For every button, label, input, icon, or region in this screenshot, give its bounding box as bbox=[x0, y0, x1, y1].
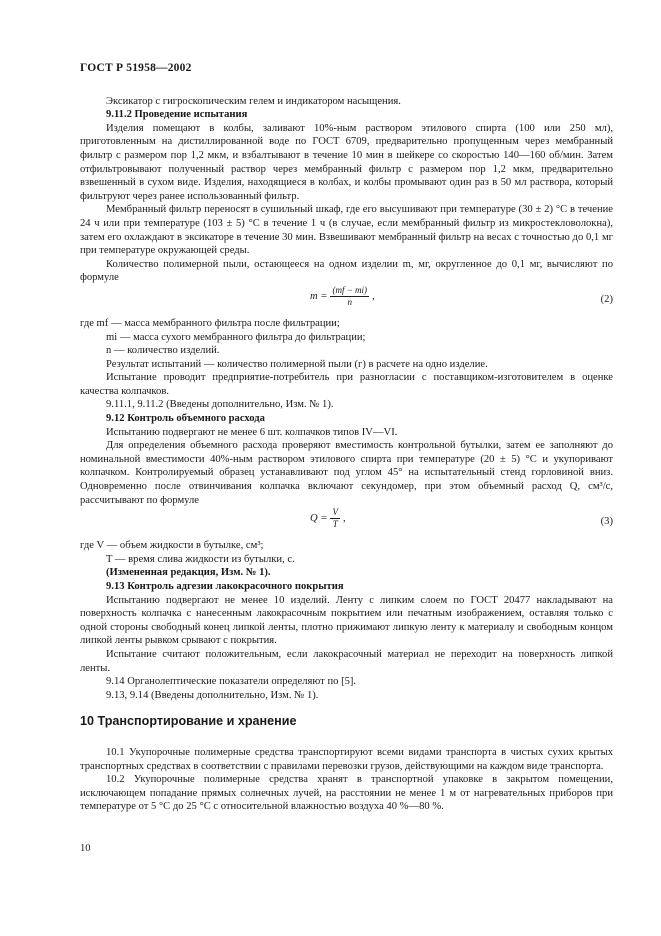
text-section-1 bbox=[80, 95, 613, 285]
paragraph-v3: (Измененная редакция, Изм. № 1). bbox=[106, 567, 271, 579]
paragraph-c2: Испытание проводит предприятие-потребитель при разногласии с поставщиком-изготовителем в оценке качества колпачков. bbox=[80, 372, 613, 397]
page-number: 10 bbox=[80, 843, 91, 854]
text-section-2 bbox=[80, 358, 613, 508]
formula-2-lhs: m = bbox=[310, 290, 328, 302]
document-header: ГОСТ Р 51958—2002 bbox=[80, 62, 192, 74]
formula-2-expression bbox=[310, 285, 375, 308]
paragraph-c4: 9.12 Контроль объемного расхода bbox=[106, 413, 265, 425]
text-section-3 bbox=[80, 539, 613, 702]
paragraph-c5: Испытанию подвергают не менее 6 шт. колпачков типов IV—VI. bbox=[106, 426, 398, 438]
paragraph-c6: Для определения объемного расхода проверяют вместимость контрольной бутылки, затем ее заполняют до номинальной вместимости 40%-ным раствором этилового спирта при температуре (20 ± 5) °С и укупоривают колпачком. Контролируемый образец устанавливают под углом 45° на испытательный стенд горловиной вниз. Одновременно после отвинчивания колпачка включают секундомер, при этом объемный расход Q, см³/с, рассчитывают по формуле bbox=[80, 440, 613, 506]
paragraph-w2: mi — масса сухого мембранного фильтра до фильтрации; bbox=[106, 331, 366, 343]
section-title: 10 Транспортирование и хранение bbox=[80, 714, 297, 729]
paragraph-v2: T — время слива жидкости из бутылки, с. bbox=[106, 553, 295, 565]
formula-3-numerator: V bbox=[332, 507, 338, 518]
formula-2 bbox=[80, 285, 613, 317]
paragraph-s2: 10.2 Укупорочные полимерные средства хранят в транспортной упаковке в закрытом помещении, исключающем попадание прямых солнечных лучей, на расстоянии не менее 1 м от нагревательных приборов при температуре от 5 °С до 25 °С с относительной влажностью воздуха 40 %—80 %. bbox=[80, 774, 613, 813]
paragraph-v1: где V — объем жидкости в бутылке, см³; bbox=[80, 540, 264, 552]
paragraph-v5: Испытанию подвергают не менее 10 изделий. Ленту с липким слоем по ГОСТ 20477 накладывают на поверхность колпачка с нанесенным лакокрасочным покрытием или печатным изображением, оставляя только с одной стороны свободный конец липкой ленты, плотно прижимают липкую ленту к материалу и свободным концом липкой ленты рывком срывают с покрытия. bbox=[80, 594, 613, 647]
paragraph-v6: Испытание считают положительным, если лакокрасочный материал не переходит на поверхность липкой ленты. bbox=[80, 648, 613, 674]
formula-3-lhs: Q = bbox=[310, 512, 328, 524]
paragraph-b4: Мембранный фильтр переносят в сушильный шкаф, где его высушивают при температуре (30 ± 2) °С в течение 24 ч или при температуре (103 ± 5) °С в течение 1 ч (в случае, если мембранный фильтр из микростекловолокна), затем его охлаждают в эксикаторе в течение 30 мин. Взвешивают мембранный фильтр на весах с точностью до 0,1 мг при температуре окружающей среды. bbox=[80, 204, 613, 257]
paragraph-c3: 9.11.1, 9.11.2 (Введены дополнительно, Изм. № 1). bbox=[106, 399, 334, 411]
paragraph-v4: 9.13 Контроль адгезии лакокрасочного покрытия bbox=[106, 581, 344, 592]
formula-2-denominator: n bbox=[347, 296, 352, 307]
paragraph-b5: Количество полимерной пыли, остающееся на одном изделии m, мг, округленное до 0,1 мг, вычисляют по формуле bbox=[80, 258, 613, 284]
paragraph-b1: Эксикатор с гигроскопическим гелем и индикатором насыщения. bbox=[106, 95, 401, 107]
formula-2-number: (2) bbox=[600, 293, 613, 305]
formula-3-tail: , bbox=[342, 512, 346, 524]
paragraph-b2: 9.11.2 Проведение испытания bbox=[106, 109, 248, 121]
paragraph-v8: 9.13, 9.14 (Введены дополнительно, Изм. № 1). bbox=[106, 689, 319, 701]
document-page bbox=[80, 62, 613, 814]
formula-2-numerator: (mf − mi) bbox=[332, 284, 368, 295]
formula-2-legend bbox=[80, 317, 613, 358]
paragraph-w1: где mf — масса мембранного фильтра после фильтрации; bbox=[80, 317, 340, 329]
paragraph-c1: Результат испытаний — количество полимерной пыли (г) в расчете на одно изделие. bbox=[106, 358, 488, 370]
paragraph-b3: Изделия помещают в колбы, заливают 10%-ным раствором этилового спирта (100 или 250 мл), приготовленным на дистиллированной воде по ГОСТ 6709, предварительно пропущенным через мембранный фильтр с размером пор 1,2 мкм, и взбалтывают в течение 10 мин в шейкере со скоростью 140—160 об/мин. Затем отфильтровывают полученный раствор через мембранный фильтр с размером пор 1,2 мкм, предварительно взвешенный в сухом виде. Изделия, находящиеся в колбах, и колбы промывают один раз в 50 мл раствора, который фильтруют через ранее использованный фильтр. bbox=[80, 122, 613, 202]
text-section-4 bbox=[80, 746, 613, 814]
formula-3-denominator: T bbox=[332, 519, 338, 530]
formula-2-tail: , bbox=[372, 290, 375, 302]
formula-3-expression bbox=[310, 507, 346, 530]
formula-3-number: (3) bbox=[600, 516, 613, 528]
formula-3 bbox=[80, 507, 613, 539]
formula-2-fraction bbox=[330, 285, 369, 308]
formula-3-fraction bbox=[330, 507, 340, 530]
paragraph-w3: n — количество изделий. bbox=[106, 345, 220, 357]
paragraph-v7: 9.14 Органолептические показатели определяют по [5]. bbox=[106, 676, 357, 688]
paragraph-s1: 10.1 Укупорочные полимерные средства транспортируют всеми видами транспорта в чистых сухих крытых транспортных средствах в соответствии с правилами перевозки грузов, действующими на каждом виде транспорта. bbox=[80, 746, 613, 772]
